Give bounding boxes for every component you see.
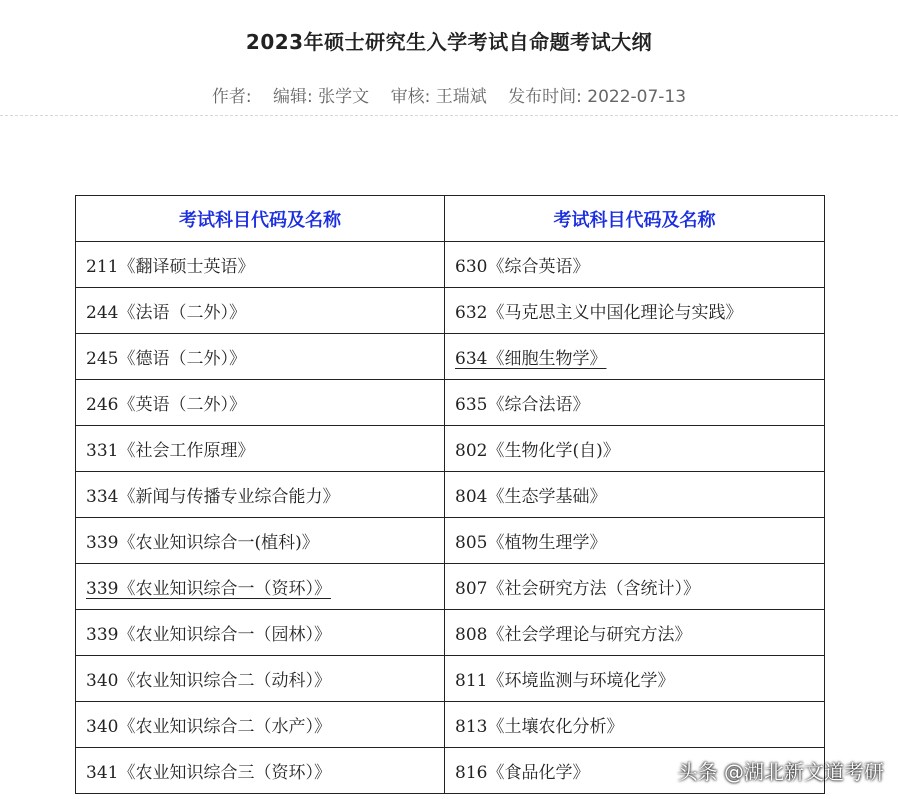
table-row <box>76 288 825 334</box>
table-cell: 802《生物化学(自)》 <box>445 426 825 472</box>
meta-published: 发布时间: 2022-07-13 <box>508 87 687 107</box>
table-row <box>76 610 825 656</box>
table-cell: 805《植物生理学》 <box>445 518 825 564</box>
article-meta <box>0 82 898 107</box>
table-row <box>76 380 825 426</box>
article-title: 2023年硕士研究生入学考试自命题考试大纲 <box>245 30 653 54</box>
table-cell: 630《综合英语》 <box>445 242 825 288</box>
table-row <box>76 656 825 702</box>
subjects-table <box>75 195 825 794</box>
table-row <box>76 472 825 518</box>
table-row <box>76 426 825 472</box>
table-cell: 211《翻译硕士英语》 <box>76 242 445 288</box>
table-cell: 804《生态学基础》 <box>445 472 825 518</box>
table-cell: 339《农业知识综合一(植科)》 <box>76 518 445 564</box>
meta-reviewer: 审核: 王瑞斌 <box>390 87 487 107</box>
table-cell: 811《环境监测与环境化学》 <box>445 656 825 702</box>
column-header: 考试科目代码及名称 <box>76 196 445 242</box>
watermark: 头条 @湖北新文道考研 <box>677 760 884 784</box>
table-cell: 340《农业知识综合二（动科）》 <box>76 656 445 702</box>
table-row <box>76 242 825 288</box>
table-cell: 246《英语（二外）》 <box>76 380 445 426</box>
column-header: 考试科目代码及名称 <box>445 196 825 242</box>
table-row <box>76 702 825 748</box>
table-cell-link[interactable]: 339《农业知识综合一（资环）》 <box>76 564 445 610</box>
table-cell: 334《新闻与传播专业综合能力》 <box>76 472 445 518</box>
table-cell: 341《农业知识综合三（资环）》 <box>76 748 445 794</box>
table-row <box>76 564 825 610</box>
meta-editor: 编辑: 张学文 <box>273 87 370 107</box>
table-cell: 245《德语（二外）》 <box>76 334 445 380</box>
table-cell: 340《农业知识综合二（水产）》 <box>76 702 445 748</box>
table-cell: 816《食品化学》 <box>445 748 825 794</box>
table-header-row <box>76 196 825 242</box>
divider <box>0 115 898 116</box>
table-cell: 813《土壤农化分析》 <box>445 702 825 748</box>
table-row <box>76 518 825 564</box>
table-cell: 808《社会学理论与研究方法》 <box>445 610 825 656</box>
table-cell: 807《社会研究方法（含统计）》 <box>445 564 825 610</box>
table-cell: 635《综合法语》 <box>445 380 825 426</box>
table-cell: 331《社会工作原理》 <box>76 426 445 472</box>
table-row <box>76 334 825 380</box>
meta-author: 作者: <box>211 87 252 107</box>
table-cell: 339《农业知识综合一（园林）》 <box>76 610 445 656</box>
table-cell: 244《法语（二外）》 <box>76 288 445 334</box>
table-cell: 632《马克思主义中国化理论与实践》 <box>445 288 825 334</box>
table-cell-link[interactable]: 634《细胞生物学》 <box>445 334 825 380</box>
